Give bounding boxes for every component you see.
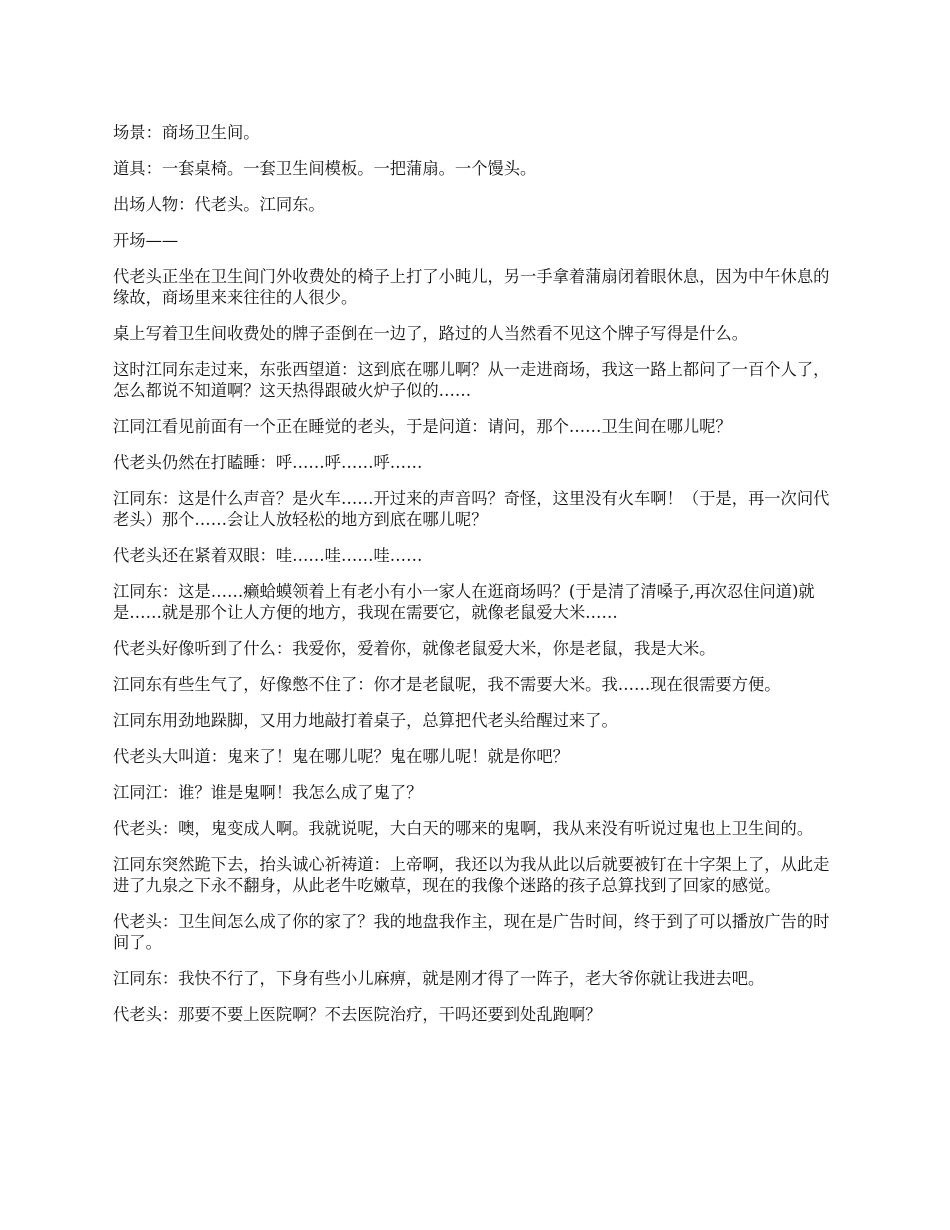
paragraph-props: 道具：一套桌椅。一套卫生间模板。一把蒲扇。一个馒头。 [113, 159, 537, 178]
paragraph: 江同东：这是……癞蛤蟆领着上有老小有小一家人在逛商场吗？(于是清了清嗓子,再次忍住问道)就是……就是那个让人方便的地方，我现在需要它，就像老鼠爱大米…… [113, 582, 815, 622]
paragraph-opening: 开场—— [113, 231, 179, 250]
paragraph: 代老头：那要不要上医院啊？不去医院治疗，干吗还要到处乱跑啊？ [113, 1005, 602, 1024]
paragraph: 代老头大叫道：鬼来了！鬼在哪儿呢？鬼在哪儿呢！就是你吧？ [113, 747, 569, 766]
paragraph: 江同东：这是什么声音？是火车……开过来的声音吗？奇怪，这里没有火车啊！（于是，再一次问代老头）那个……会让人放轻松的地方到底在哪儿呢？ [113, 489, 830, 529]
paragraph: 江同东用劲地跺脚，又用力地敲打着桌子，总算把代老头给醒过来了。 [113, 711, 618, 730]
paragraph: 这时江同东走过来，东张西望道：这到底在哪儿啊？从一走进商场，我这一路上都问了一百个人了，怎么都说不知道啊？这天热得跟破火炉子似的…… [113, 360, 830, 400]
paragraph: 江同东：我快不行了，下身有些小儿麻痹，就是刚才得了一阵子，老大爷你就让我进去吧。 [113, 969, 765, 988]
paragraph: 江同江：谁？谁是鬼啊！我怎么成了鬼了？ [113, 783, 423, 802]
paragraph: 江同东突然跪下去，抬头诚心祈祷道：上帝啊，我还以为我从此以后就要被钉在十字架上了，从此走进了九泉之下永不翻身，从此老牛吃嫩草，现在的我像个迷路的孩子总算找到了回家的感觉。 [113, 855, 830, 895]
paragraph: 江同东有些生气了，好像憋不住了：你才是老鼠呢，我不需要大米。我……现在很需要方便。 [113, 675, 781, 694]
paragraph: 桌上写着卫生间收费处的牌子歪倒在一边了，路过的人当然看不见这个牌子写得是什么。 [113, 324, 748, 343]
paragraph: 代老头仍然在打瞌睡：呼……呼……呼…… [113, 453, 423, 472]
document-body [113, 122, 841, 1040]
paragraph: 代老头还在紧着双眼：哇……哇……哇…… [113, 546, 423, 565]
paragraph: 江同江看见前面有一个正在睡觉的老头，于是问道：请问，那个……卫生间在哪儿呢？ [113, 417, 732, 436]
paragraph: 代老头：卫生间怎么成了你的家了？我的地盘我作主，现在是广告时间，终于到了可以播放广告的时间了。 [113, 912, 830, 952]
paragraph: 代老头好像听到了什么：我爱你，爱着你，就像老鼠爱大米，你是老鼠，我是大米。 [113, 639, 716, 658]
paragraph: 代老头正坐在卫生间门外收费处的椅子上打了小盹儿，另一手拿着蒲扇闭着眼休息，因为中午休息的缘故，商场里来来往往的人很少。 [113, 267, 830, 307]
paragraph: 代老头：噢，鬼变成人啊。我就说呢，大白天的哪来的鬼啊，我从来没有听说过鬼也上卫生间的。 [113, 819, 814, 838]
paragraph-scene: 场景：商场卫生间。 [113, 123, 260, 142]
paragraph-characters: 出场人物：代老头。江同东。 [113, 195, 325, 214]
